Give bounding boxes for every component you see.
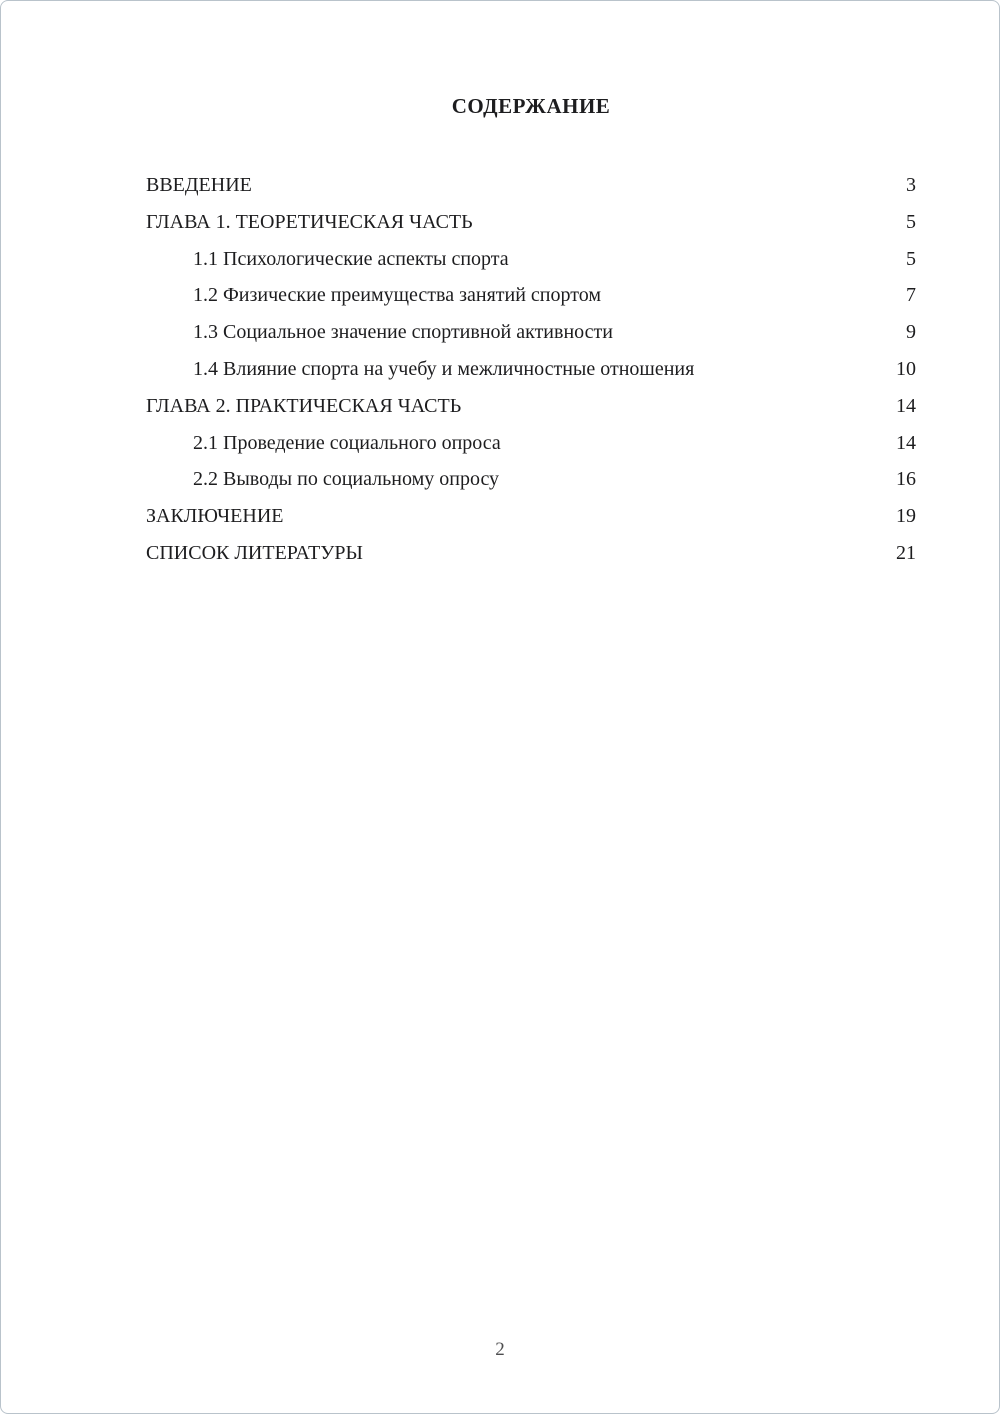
- toc-entry: [146, 277, 916, 314]
- toc-entry-page-number: 9: [906, 321, 916, 344]
- toc-entry-page-number: 10: [896, 357, 916, 380]
- toc-entry-label: 2.1 Проведение социального опроса: [193, 431, 501, 454]
- toc-entry-label: 1.2 Физические преимущества занятий спортом: [193, 284, 601, 307]
- toc-entry-label: ГЛАВА 1. ТЕОРЕТИЧЕСКАЯ ЧАСТЬ: [146, 210, 473, 233]
- toc-entry-page-number: 21: [896, 541, 916, 564]
- toc-entry-label: ВВЕДЕНИЕ: [146, 174, 252, 196]
- toc-entry-label: 1.4 Влияние спорта на учебу и межличностные отношения: [193, 357, 695, 380]
- toc-entry-label: ЗАКЛЮЧЕНИЕ: [146, 505, 284, 528]
- toc-entry: [146, 498, 916, 535]
- toc-entry: [146, 314, 916, 351]
- toc-entry: [146, 167, 916, 204]
- toc-entry: [146, 204, 916, 241]
- footer-page-number: 2: [495, 1339, 505, 1360]
- toc-entry: [146, 535, 916, 572]
- toc-entry-label: 2.2 Выводы по социальному опросу: [193, 468, 500, 491]
- toc-entry-page-number: 5: [906, 210, 916, 233]
- toc-entry-page-number: 5: [906, 247, 916, 270]
- toc-entry-label: СПИСОК ЛИТЕРАТУРЫ: [146, 541, 363, 564]
- toc-entry-page-number: 14: [896, 394, 916, 417]
- toc-entry-page-number: 16: [896, 468, 916, 491]
- toc-entry-page-number: 7: [906, 284, 916, 307]
- page-title: СОДЕРЖАНИЕ: [451, 94, 611, 118]
- toc-entry-label: 1.1 Психологические аспекты спорта: [193, 247, 509, 270]
- toc-entry: [146, 425, 916, 462]
- toc-entry: [146, 241, 916, 278]
- toc-entry: [146, 461, 916, 498]
- table-of-contents: [146, 167, 916, 572]
- toc-entry-page-number: 14: [896, 431, 916, 454]
- toc-entry-page-number: 3: [906, 174, 916, 196]
- toc-entry: [146, 388, 916, 425]
- toc-entry: [146, 351, 916, 388]
- toc-entry-page-number: 19: [896, 505, 916, 528]
- toc-entry-label: ГЛАВА 2. ПРАКТИЧЕСКАЯ ЧАСТЬ: [146, 394, 462, 417]
- toc-entry-label: 1.3 Социальное значение спортивной активности: [193, 321, 613, 344]
- page-content: [146, 94, 916, 572]
